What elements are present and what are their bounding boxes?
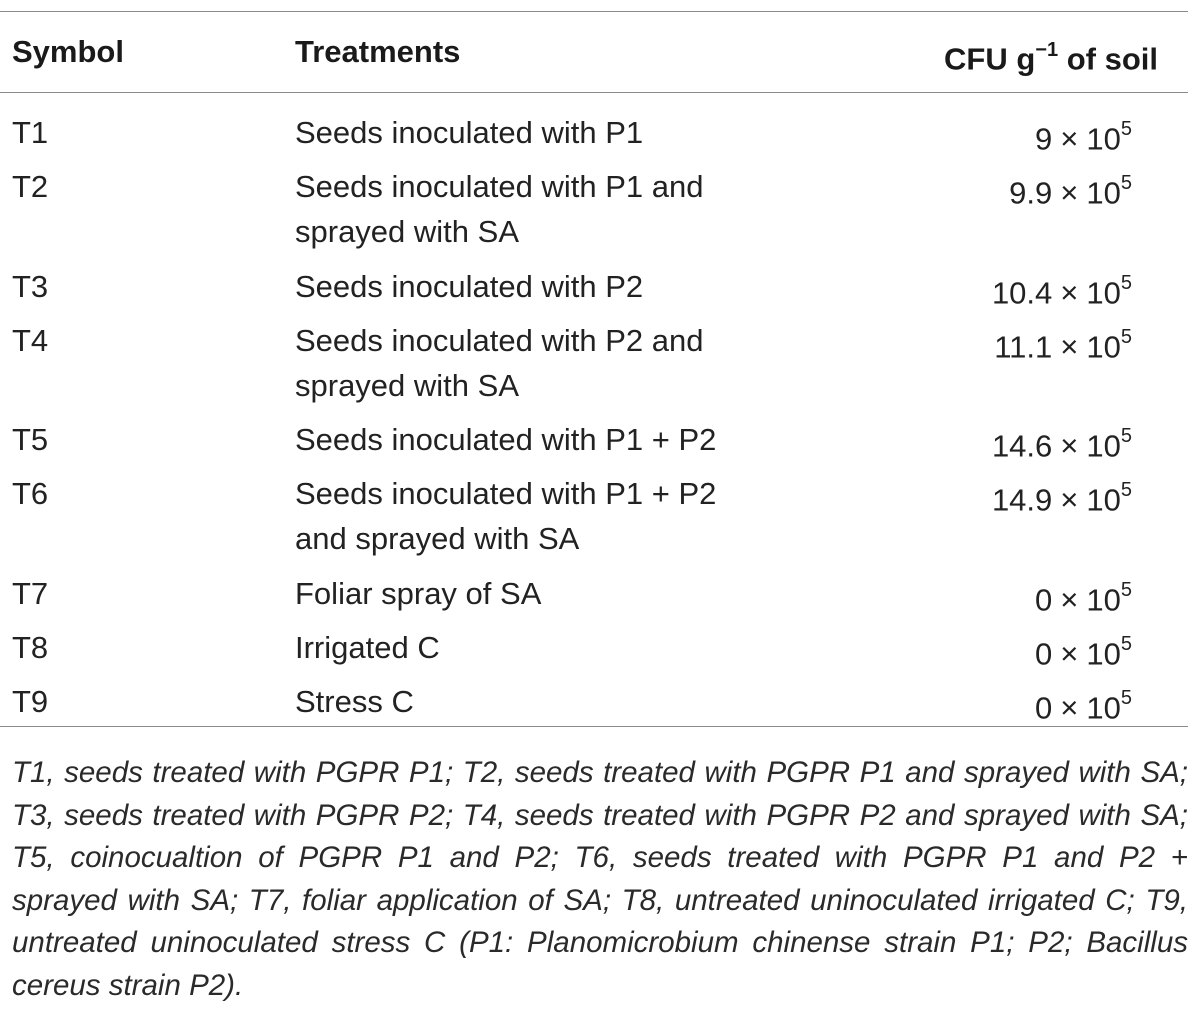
row-treatment: Irrigated C xyxy=(295,630,440,665)
cfu-mantissa: 11.1 xyxy=(994,329,1053,365)
cfu-base: 10 xyxy=(1086,582,1121,618)
header-cfu-exponent: −1 xyxy=(1035,39,1059,61)
cfu-base: 10 xyxy=(1086,690,1121,726)
times-sign: × xyxy=(1060,582,1079,618)
cfu-exponent: 5 xyxy=(1120,479,1132,501)
times-sign: × xyxy=(1060,636,1079,672)
cfu-exponent: 5 xyxy=(1120,579,1132,601)
table-bottom-rule xyxy=(0,726,1188,727)
table-footnote: T1, seeds treated with PGPR P1; T2, seeds treated with PGPR P1 and sprayed with SA; T3, seeds treated with PGPR P2; T4, seeds treated with PGPR P2 and sprayed with SA; T5, coinocualtion of PGPR P1 and P2; T6, seeds treated with PGPR P1 and P2 + sprayed with SA; T7, foliar application of SA; T8, untreated uninoculated irrigated C; T9, untreated uninoculated stress C (P1: Planomicrobium chinense strain P1; P2; Bacillus cereus strain P2). xyxy=(12,756,1188,1002)
row-symbol: T7 xyxy=(12,576,49,611)
row-treatment: Seeds inoculated with P1 + P2 and sprayed with SA xyxy=(295,476,717,556)
row-symbol: T1 xyxy=(12,115,49,150)
header-treatments: Treatments xyxy=(295,34,461,69)
cfu-exponent: 5 xyxy=(1120,272,1132,294)
cfu-exponent: 5 xyxy=(1120,172,1132,194)
row-cfu-value xyxy=(1035,625,1132,676)
cfu-base: 10 xyxy=(1086,329,1121,365)
row-treatment: Seeds inoculated with P2 xyxy=(295,269,644,304)
header-cfu-suffix: of soil xyxy=(1058,41,1158,77)
row-cfu-value xyxy=(992,264,1132,315)
row-cfu-value xyxy=(1035,571,1132,622)
times-sign: × xyxy=(1060,329,1079,365)
table-header-rule xyxy=(0,92,1188,93)
row-cfu-value xyxy=(1035,679,1132,730)
header-cfu xyxy=(944,30,1158,81)
row-treatment: Seeds inoculated with P2 and sprayed with SA xyxy=(295,323,704,403)
row-treatment: Seeds inoculated with P1 and sprayed with SA xyxy=(295,169,704,249)
row-symbol: T4 xyxy=(12,323,49,358)
row-symbol: T9 xyxy=(12,684,49,719)
times-sign: × xyxy=(1060,690,1079,726)
row-cfu-value xyxy=(994,318,1132,369)
row-symbol: T5 xyxy=(12,422,49,457)
cfu-base: 10 xyxy=(1086,275,1121,311)
row-cfu-value xyxy=(1035,110,1132,161)
cfu-mantissa: 9 xyxy=(1035,121,1053,157)
times-sign: × xyxy=(1060,121,1079,157)
cfu-mantissa: 0 xyxy=(1035,582,1053,618)
times-sign: × xyxy=(1060,275,1079,311)
cfu-exponent: 5 xyxy=(1120,687,1132,709)
header-cfu-prefix: CFU g xyxy=(944,41,1036,77)
row-symbol: T6 xyxy=(12,476,49,511)
cfu-exponent: 5 xyxy=(1120,118,1132,140)
row-symbol: T8 xyxy=(12,630,49,665)
cfu-mantissa: 9.9 xyxy=(1009,175,1053,211)
cfu-base: 10 xyxy=(1086,175,1121,211)
row-treatment: Foliar spray of SA xyxy=(295,576,542,611)
table-top-rule xyxy=(0,11,1188,12)
row-cfu-value xyxy=(992,417,1132,468)
times-sign: × xyxy=(1060,175,1079,211)
row-treatment: Stress C xyxy=(295,684,414,719)
cfu-base: 10 xyxy=(1086,428,1121,464)
cfu-mantissa: 0 xyxy=(1035,636,1053,672)
row-cfu-value xyxy=(1009,164,1132,215)
cfu-base: 10 xyxy=(1086,121,1121,157)
cfu-mantissa: 0 xyxy=(1035,690,1053,726)
times-sign: × xyxy=(1060,428,1079,464)
cfu-mantissa: 14.9 xyxy=(991,482,1053,518)
row-symbol: T3 xyxy=(12,269,49,304)
cfu-mantissa: 14.6 xyxy=(991,428,1053,464)
cfu-base: 10 xyxy=(1086,482,1121,518)
cfu-exponent: 5 xyxy=(1120,633,1132,655)
cfu-base: 10 xyxy=(1086,636,1121,672)
row-cfu-value xyxy=(992,471,1132,522)
times-sign: × xyxy=(1060,482,1079,518)
row-symbol: T2 xyxy=(12,169,49,204)
header-symbol: Symbol xyxy=(12,34,124,69)
cfu-exponent: 5 xyxy=(1120,326,1132,348)
row-treatment: Seeds inoculated with P1 + P2 xyxy=(295,422,717,457)
row-treatment: Seeds inoculated with P1 xyxy=(295,115,644,150)
cfu-mantissa: 10.4 xyxy=(991,275,1053,311)
cfu-exponent: 5 xyxy=(1120,425,1132,447)
